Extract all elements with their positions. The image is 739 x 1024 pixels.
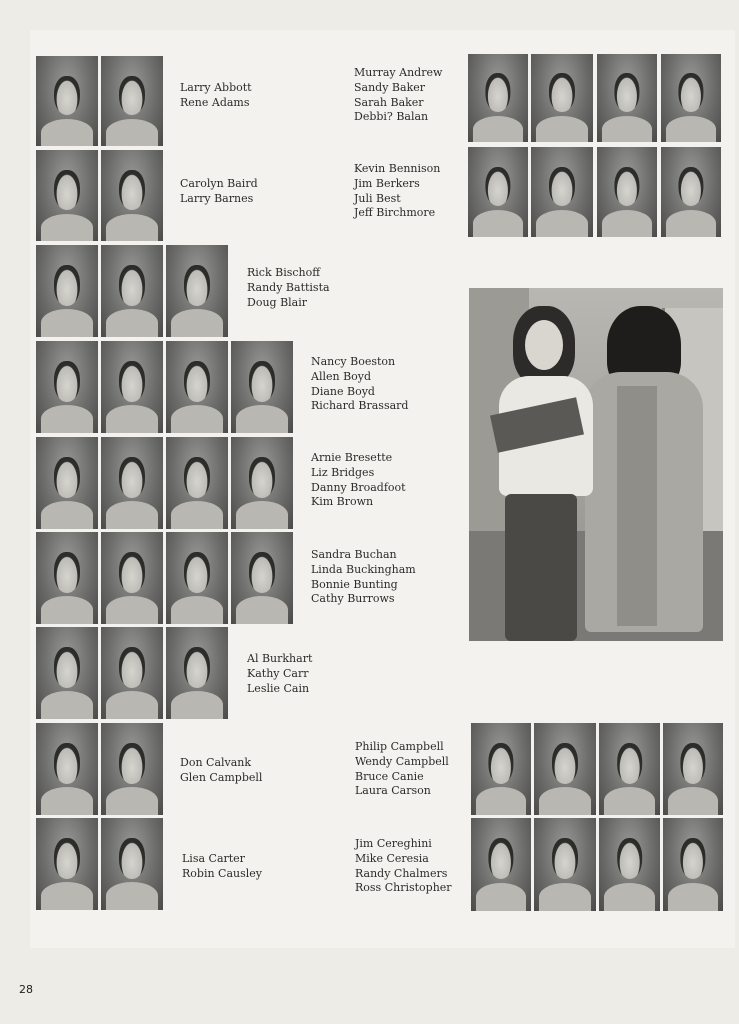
student-portrait: [597, 147, 657, 237]
student-name: Juli Best: [354, 191, 401, 205]
student-name: Rene Adams: [180, 95, 250, 109]
student-portrait: [597, 54, 657, 142]
student-portrait: [468, 54, 528, 142]
student-portrait: [531, 147, 593, 237]
student-name: Don Calvank: [180, 756, 252, 769]
student-portrait: [231, 437, 293, 529]
name-group: [311, 355, 408, 414]
name-group: [247, 266, 330, 310]
name-group: [182, 852, 262, 882]
student-name: Murray Andrew: [354, 66, 443, 79]
student-name: Debbi? Balan: [354, 110, 429, 124]
student-name: Kim Brown: [311, 495, 374, 509]
student-portrait: [101, 150, 163, 241]
student-name: Allen Boyd: [311, 369, 372, 383]
student-portrait: [101, 437, 163, 529]
student-portrait: [166, 627, 228, 719]
student-portrait: [101, 818, 163, 910]
student-name: Laura Carson: [355, 784, 431, 798]
student-portrait: [166, 437, 228, 529]
name-group: [180, 81, 252, 111]
student-portrait: [101, 341, 163, 433]
student-name: Leslie Cain: [247, 681, 310, 695]
student-name: Kathy Carr: [247, 666, 309, 680]
student-portrait: [599, 723, 660, 815]
student-name: Sandy Baker: [354, 80, 426, 94]
student-name: Philip Campbell: [355, 740, 444, 753]
student-name: Al Burkhart: [247, 652, 313, 665]
student-portrait: [231, 341, 293, 433]
student-name: Arnie Bresette: [311, 451, 393, 464]
student-name: Liz Bridges: [311, 465, 375, 479]
student-name: Robin Causley: [182, 866, 262, 880]
student-portrait: [468, 147, 528, 237]
name-group: [355, 837, 452, 896]
name-group: [180, 177, 258, 207]
name-group: [247, 652, 312, 696]
student-portrait: [663, 818, 723, 911]
name-group: [311, 548, 416, 607]
name-group: [311, 451, 406, 510]
student-name: Larry Barnes: [180, 191, 254, 205]
student-portrait: [663, 723, 723, 815]
student-name: Danny Broadfoot: [311, 480, 406, 494]
student-portrait: [534, 818, 596, 911]
student-portrait: [36, 532, 98, 624]
student-portrait: [101, 627, 163, 719]
student-name: Jeff Birchmore: [354, 206, 436, 220]
student-portrait: [599, 818, 660, 911]
student-portrait: [36, 245, 98, 337]
student-name: Kevin Bennison: [354, 162, 441, 175]
student-portrait: [36, 341, 98, 433]
student-name: Sarah Baker: [354, 95, 424, 109]
student-portrait: [471, 818, 531, 911]
student-portrait: [36, 818, 98, 910]
student-name: Richard Brassard: [311, 399, 409, 413]
name-group: [354, 162, 440, 221]
name-group: [355, 740, 449, 799]
student-portrait: [471, 723, 531, 815]
student-portrait: [101, 245, 163, 337]
student-portrait: [101, 56, 163, 146]
student-name: Larry Abbott: [180, 81, 252, 94]
student-name: Ross Christopher: [355, 881, 452, 895]
student-name: Mike Ceresia: [355, 851, 429, 865]
student-name: Sandra Buchan: [311, 548, 397, 561]
student-portrait: [534, 723, 596, 815]
student-portrait: [166, 532, 228, 624]
student-portrait: [36, 150, 98, 241]
name-group: [354, 66, 442, 125]
student-name: Bonnie Bunting: [311, 577, 398, 591]
student-name: Cathy Burrows: [311, 592, 395, 606]
student-name: Nancy Boeston: [311, 355, 396, 368]
student-name: Randy Battista: [247, 280, 330, 294]
student-portrait: [36, 627, 98, 719]
student-name: Diane Boyd: [311, 384, 375, 398]
page-number: 28: [19, 983, 33, 996]
student-name: Randy Chalmers: [355, 866, 448, 880]
student-name: Linda Buckingham: [311, 562, 416, 576]
student-portrait: [36, 723, 98, 815]
student-portrait: [231, 532, 293, 624]
student-portrait: [661, 147, 721, 237]
student-name: Rick Bischoff: [247, 266, 321, 279]
student-name: Bruce Canie: [355, 769, 424, 783]
student-name: Jim Cereghini: [355, 837, 432, 850]
student-name: Wendy Campbell: [355, 754, 449, 768]
student-portrait: [166, 245, 228, 337]
name-group: [180, 756, 262, 786]
student-name: Glen Campbell: [180, 770, 263, 784]
student-name: Carolyn Baird: [180, 177, 258, 190]
student-portrait: [166, 341, 228, 433]
student-name: Doug Blair: [247, 295, 308, 309]
student-portrait: [531, 54, 593, 142]
student-portrait: [36, 56, 98, 146]
student-name: Jim Berkers: [354, 176, 420, 190]
student-name: Lisa Carter: [182, 852, 245, 865]
candid-photo: [469, 288, 723, 641]
student-portrait: [101, 723, 163, 815]
student-portrait: [661, 54, 721, 142]
student-portrait: [36, 437, 98, 529]
student-portrait: [101, 532, 163, 624]
